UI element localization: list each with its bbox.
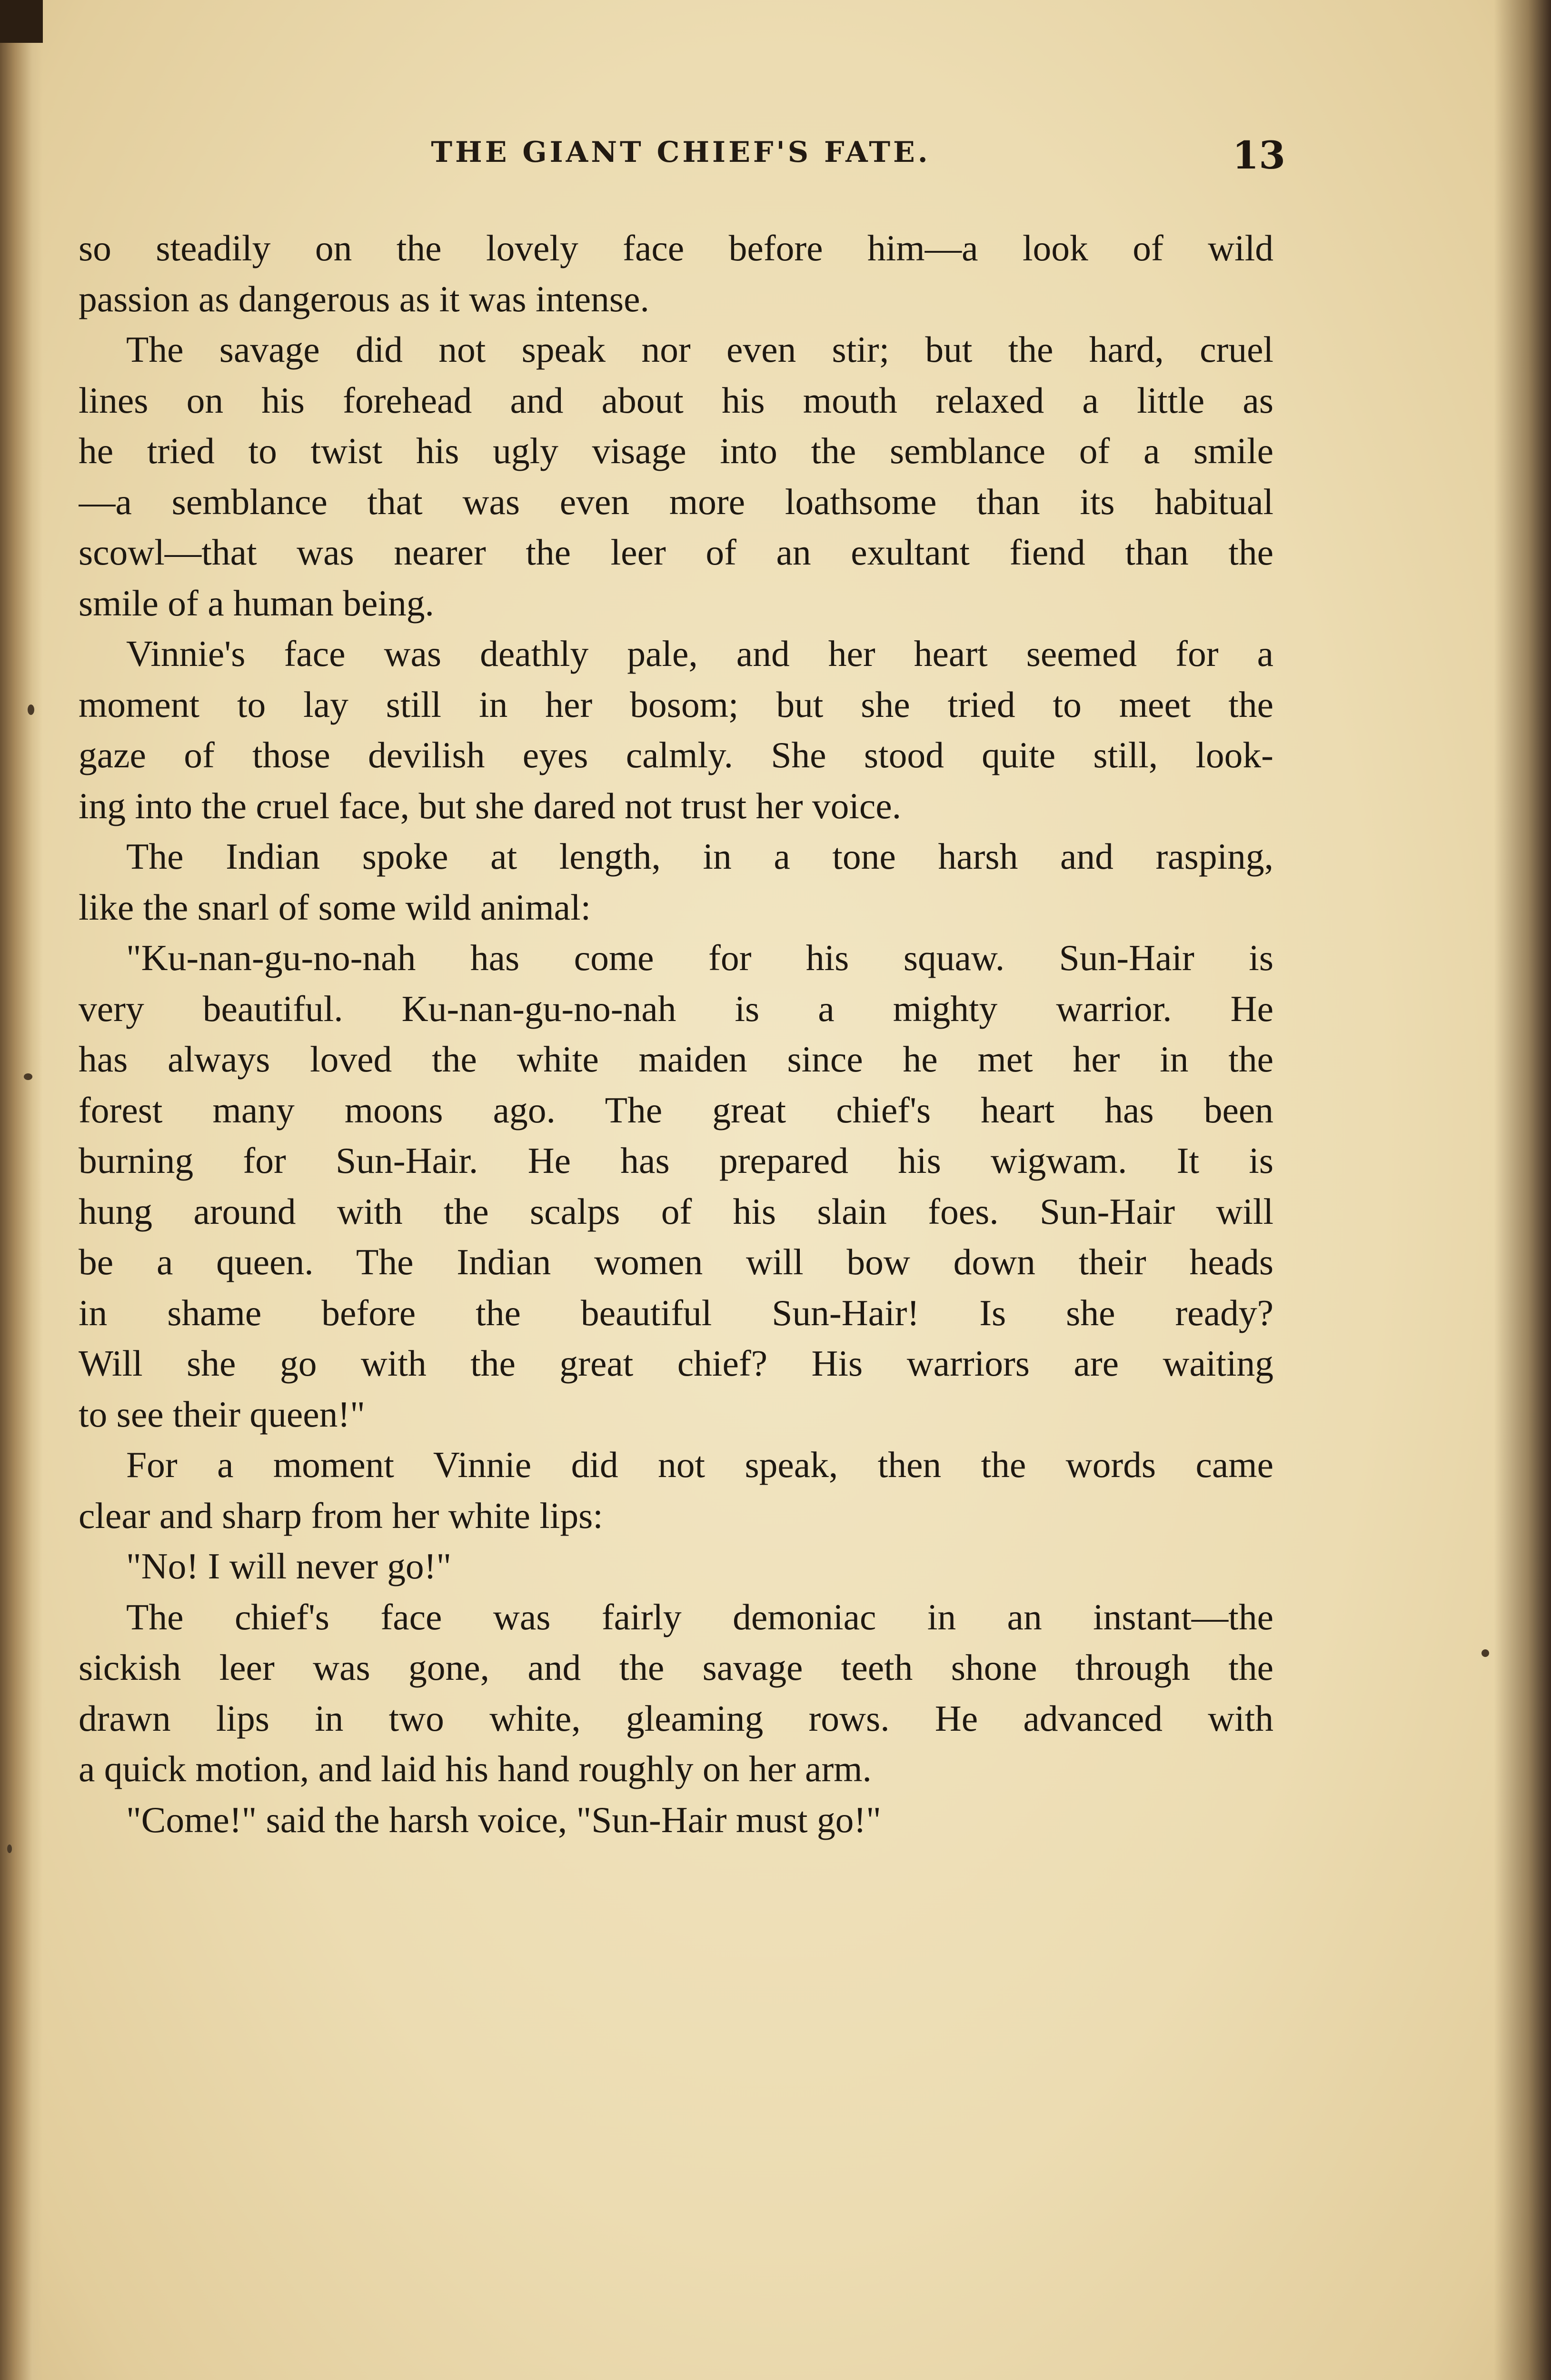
text-line: so steadily on the lovely face before him—a look of wild xyxy=(79,228,1273,268)
text-line: forest many moons ago. The great chief's heart has been xyxy=(79,1089,1273,1130)
text-line: has always loved the white maiden since he met her in the xyxy=(79,1039,1273,1080)
text-line: drawn lips in two white, gleaming rows. He advanced with xyxy=(79,1697,1273,1739)
text-line: "No! I will never go!" xyxy=(126,1546,452,1587)
page-corner-shadow xyxy=(0,0,43,43)
text-line: burning for Sun-Hair. He has prepared his wigwam. It is xyxy=(79,1140,1273,1181)
text-line: The chief's face was fairly demoniac in an instant—the xyxy=(126,1596,1273,1637)
text-line: —a semblance that was even more loathsome than its habitual xyxy=(79,481,1273,522)
text-line: passion as dangerous as it was intense. xyxy=(79,278,649,319)
text-line: clear and sharp from her white lips: xyxy=(79,1495,603,1536)
text-line: he tried to twist his ugly visage into the semblance of a smile xyxy=(79,430,1273,471)
text-line: "Ku-nan-gu-no-nah has come for his squaw. Sun-Hair is xyxy=(126,937,1273,978)
text-line: to see their queen!" xyxy=(79,1393,365,1435)
paper-speck xyxy=(24,1073,32,1080)
text-line: very beautiful. Ku-nan-gu-no-nah is a mighty warrior. He xyxy=(79,988,1273,1029)
text-line: hung around with the scalps of his slain foes. Sun-Hair will xyxy=(79,1190,1273,1232)
page-header xyxy=(76,133,1285,188)
page-number: 13 xyxy=(1232,133,1285,178)
text-line: be a queen. The Indian women will bow down their heads xyxy=(79,1241,1273,1282)
text-line: a quick motion, and laid his hand roughly on her arm. xyxy=(79,1748,872,1789)
text-line: The savage did not speak nor even stir; but the hard, cruel xyxy=(126,329,1273,370)
text-line: Vinnie's face was deathly pale, and her heart seemed for a xyxy=(126,633,1273,674)
running-title: THE GIANT CHIEF'S FATE. xyxy=(431,136,931,169)
text-line: moment to lay still in her bosom; but she tried to meet the xyxy=(79,684,1273,725)
text-line: For a moment Vinnie did not speak, then the words came xyxy=(126,1444,1273,1485)
paper-speck xyxy=(7,1844,12,1853)
text-line: in shame before the beautiful Sun-Hair! Is she ready? xyxy=(79,1292,1273,1333)
text-line: Will she go with the great chief? His warriors are waiting xyxy=(79,1343,1273,1384)
text-line: scowl—that was nearer the leer of an exultant fiend than the xyxy=(79,532,1273,573)
text-line: smile of a human being. xyxy=(79,582,434,624)
page-binding-edge xyxy=(0,0,43,2380)
text-line: "Come!" said the harsh voice, "Sun-Hair must go!" xyxy=(126,1799,881,1840)
body-text xyxy=(79,223,1273,1845)
text-line: gaze of those devilish eyes calmly. She stood quite still, look- xyxy=(79,734,1273,775)
page-right-edge-shadow xyxy=(1494,0,1551,2380)
paper-speck xyxy=(1481,1649,1489,1657)
text-line: like the snarl of some wild animal: xyxy=(79,886,591,928)
text-line: sickish leer was gone, and the savage teeth shone through the xyxy=(79,1647,1273,1688)
text-line: ing into the cruel face, but she dared not trust her voice. xyxy=(79,785,902,826)
text-line: lines on his forehead and about his mouth relaxed a little as xyxy=(79,379,1273,421)
text-line: The Indian spoke at length, in a tone harsh and rasping, xyxy=(126,836,1273,877)
paper-speck xyxy=(28,704,34,715)
